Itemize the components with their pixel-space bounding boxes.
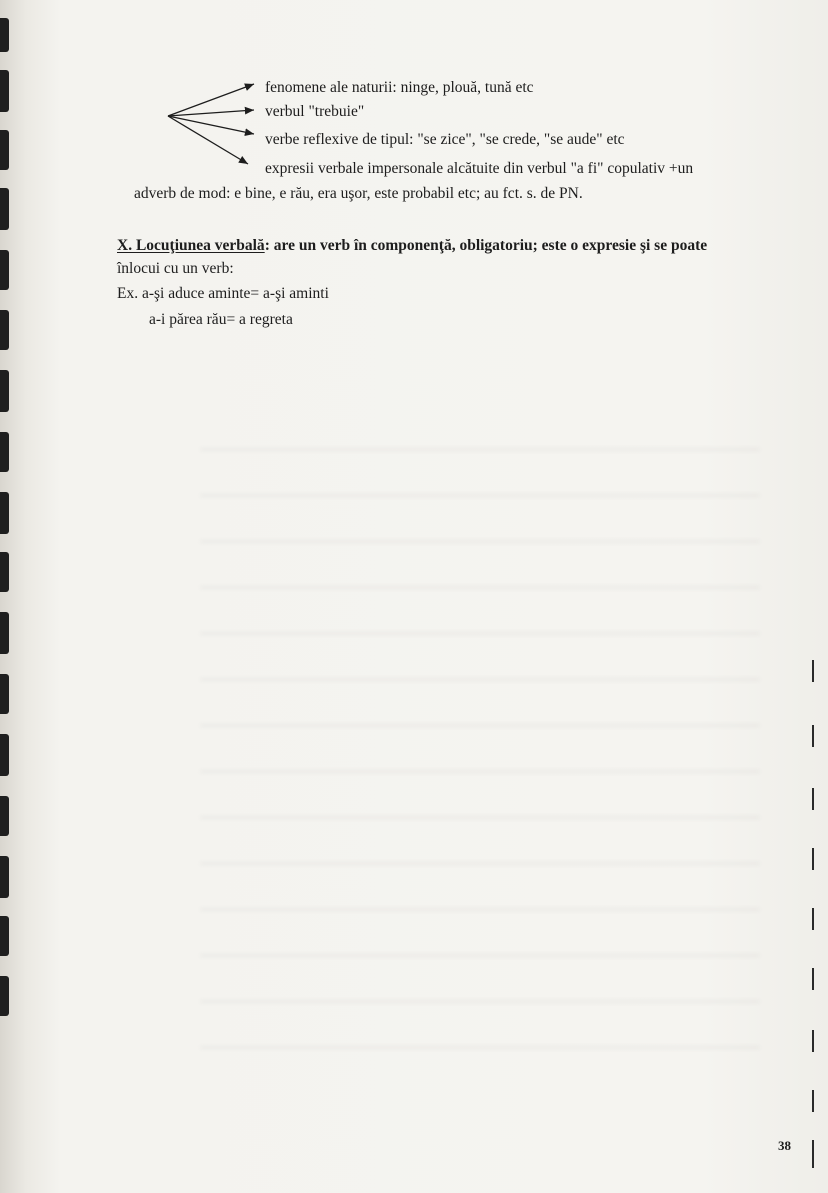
binding-mark	[0, 370, 9, 412]
continuation-text: adverb de mod: e bine, e rău, era uşor, este probabil etc; au fct. s. de PN.	[134, 185, 583, 202]
binding-mark	[0, 976, 9, 1016]
section-line	[117, 236, 707, 256]
edge-mark	[812, 1140, 814, 1168]
arrow-fan-icon	[160, 70, 260, 170]
binding-mark	[0, 674, 9, 714]
binding-mark	[0, 612, 9, 654]
edge-mark	[812, 908, 814, 930]
edge-mark	[812, 788, 814, 810]
edge-mark	[812, 1030, 814, 1052]
binding-mark	[0, 250, 9, 290]
binding-mark	[0, 130, 9, 170]
section-heading: X. Locuţiunea verbală	[117, 237, 265, 254]
binding-mark	[0, 796, 9, 836]
edge-mark	[812, 725, 814, 747]
bleed-through-text	[200, 420, 760, 1060]
binding-mark	[0, 856, 9, 898]
edge-mark	[812, 660, 814, 682]
edge-mark	[812, 968, 814, 990]
bullet-item: fenomene ale naturii: ninge, plouă, tună etc	[265, 79, 534, 96]
binding-mark	[0, 916, 9, 956]
section-definition-continued: înlocui cu un verb:	[117, 260, 234, 277]
section-definition: : are un verb în componenţă, obligatoriu; este o expresie şi se poate	[264, 237, 708, 254]
binding-mark	[0, 492, 9, 534]
bullet-item: verbul "trebuie"	[265, 103, 365, 120]
binding-mark	[0, 18, 9, 52]
binding-mark	[0, 70, 9, 112]
binding-mark	[0, 310, 9, 350]
example-line: a-i părea rău= a regreta	[149, 311, 293, 328]
binding-mark	[0, 734, 9, 776]
page-number: 38	[778, 1138, 791, 1153]
edge-mark	[812, 1090, 814, 1112]
binding-mark	[0, 188, 9, 230]
edge-mark	[812, 848, 814, 870]
bullet-item: expresii verbale impersonale alcătuite din verbul "a fi" copulativ +un	[265, 160, 694, 177]
bullet-item: verbe reflexive de tipul: "se zice", "se crede, "se aude" etc	[265, 131, 625, 148]
example-line: Ex. a-şi aduce aminte= a-şi aminti	[117, 285, 329, 302]
binding-mark	[0, 432, 9, 472]
binding-mark	[0, 552, 9, 592]
